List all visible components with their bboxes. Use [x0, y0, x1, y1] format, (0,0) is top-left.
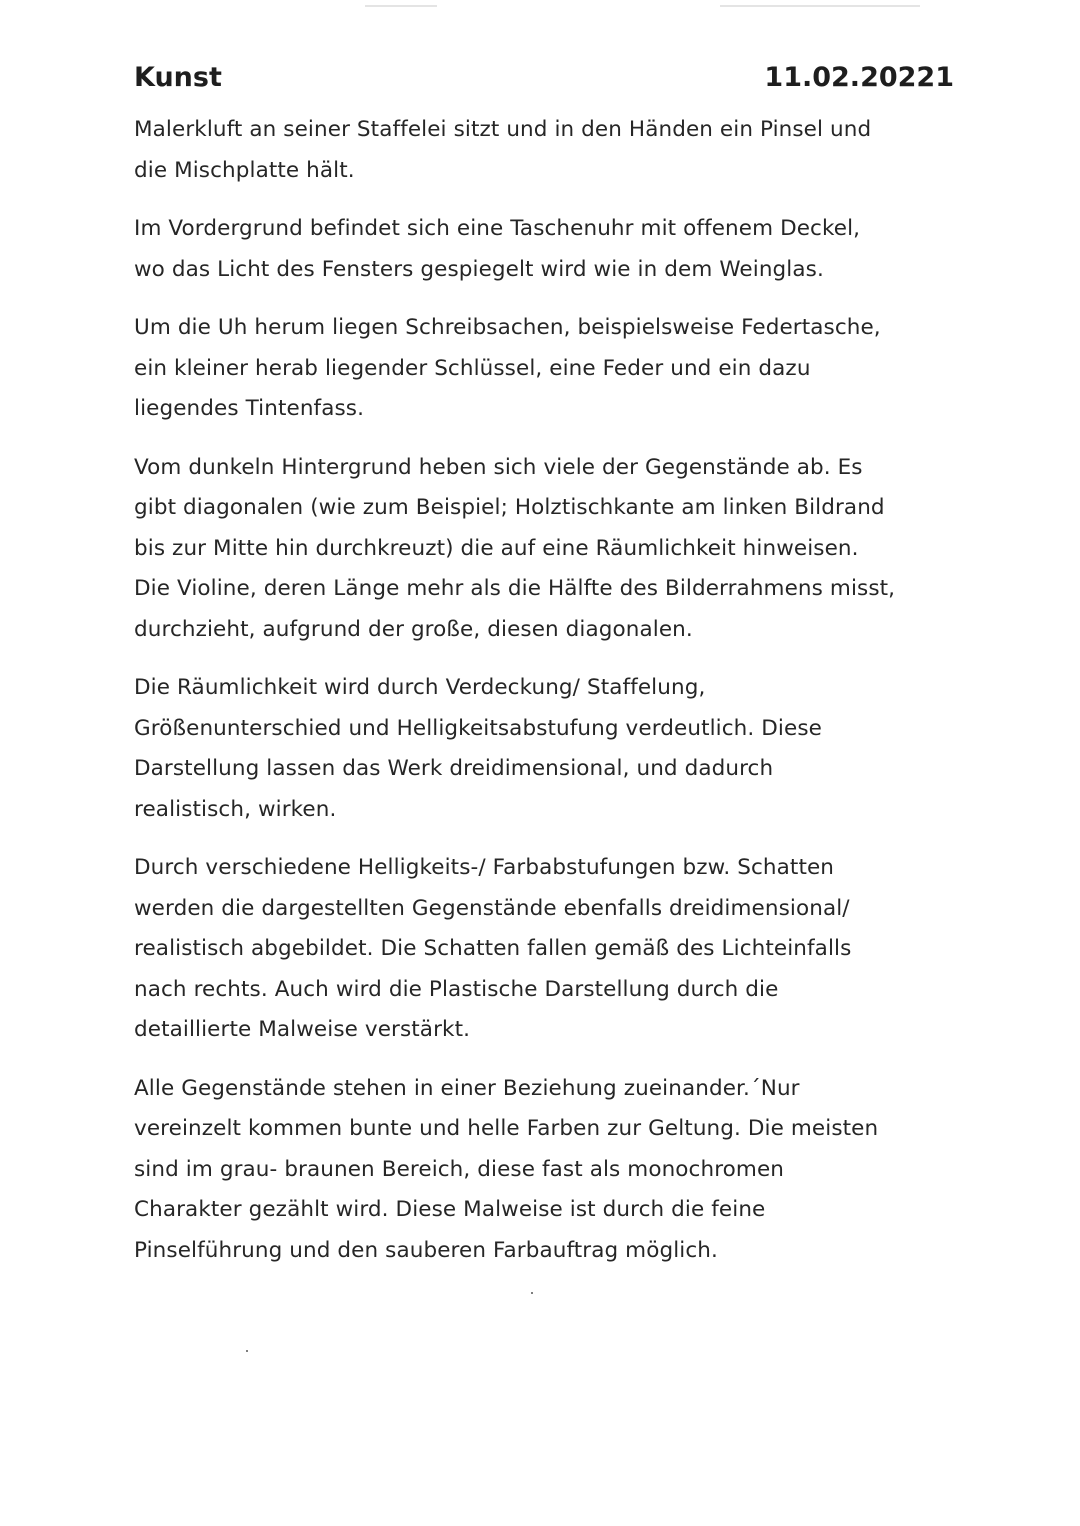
scan-speck [246, 1350, 248, 1352]
text-line: gibt diagonalen (wie zum Beispiel; Holztischkante am linken Bildrand [134, 495, 885, 520]
document-body [134, 110, 954, 1271]
text-line: Im Vordergrund befindet sich eine Taschenuhr mit offenem Deckel, [134, 216, 861, 241]
document-date: 11.02.20221 [764, 62, 954, 93]
paragraph [134, 308, 954, 430]
text-line: Die Räumlichkeit wird durch Verdeckung/ Staffelung, [134, 675, 706, 700]
text-line: liegendes Tintenfass. [134, 396, 365, 421]
text-line: Charakter gezählt wird. Diese Malweise ist durch die feine [134, 1197, 766, 1222]
text-line: Die Violine, deren Länge mehr als die Hälfte des Bilderrahmens misst, [134, 576, 896, 601]
text-line: Malerkluft an seiner Staffelei sitzt und in den Händen ein Pinsel und [134, 117, 872, 142]
paragraph [134, 668, 954, 830]
text-line: Darstellung lassen das Werk dreidimensional, und dadurch [134, 756, 774, 781]
text-line: durchzieht, aufgrund der große, diesen diagonalen. [134, 616, 693, 642]
paragraph [134, 1069, 954, 1272]
text-line: nach rechts. Auch wird die Plastische Darstellung durch die [134, 976, 779, 1002]
document-page [134, 62, 954, 1289]
scan-artifact-line [365, 5, 437, 7]
text-line: realistisch, wirken. [134, 796, 337, 822]
text-line: sind im grau- braunen Bereich, diese fast als monochromen [134, 1156, 785, 1182]
subject-heading: Kunst [134, 62, 222, 93]
text-line: ein kleiner herab liegender Schlüssel, eine Feder und ein dazu [134, 355, 811, 381]
text-line: wo das Licht des Fensters gespiegelt wird wie in dem Weinglas. [134, 256, 824, 282]
text-line: Durch verschiedene Helligkeits-/ Farbabstufungen bzw. Schatten [134, 855, 835, 880]
scan-speck [531, 1292, 533, 1294]
text-line: Alle Gegenstände stehen in einer Beziehung zueinander.´Nur [134, 1075, 800, 1101]
paragraph [134, 848, 954, 1051]
text-line: detaillierte Malweise verstärkt. [134, 1017, 471, 1042]
document-header [134, 62, 954, 110]
text-line: Vom dunkeln Hintergrund heben sich viele der Gegenstände ab. Es [134, 454, 863, 480]
text-line: bis zur Mitte hin durchkreuzt) die auf eine Räumlichkeit hinweisen. [134, 535, 859, 561]
paragraph [134, 209, 954, 290]
text-line: die Mischplatte hält. [134, 157, 355, 183]
text-line: werden die dargestellten Gegenstände ebenfalls dreidimensional/ [134, 895, 850, 921]
text-line: Um die Uh herum liegen Schreibsachen, beispielsweise Federtasche, [134, 315, 881, 340]
paragraph [134, 448, 954, 651]
text-line: Pinselführung und den sauberen Farbauftrag möglich. [134, 1237, 718, 1263]
scan-artifact-line [720, 5, 920, 7]
text-line: vereinzelt kommen bunte und helle Farben zur Geltung. Die meisten [134, 1116, 879, 1141]
paragraph [134, 110, 954, 191]
text-line: Größenunterschied und Helligkeitsabstufung verdeutlich. Diese [134, 715, 822, 741]
text-line: realistisch abgebildet. Die Schatten fallen gemäß des Lichteinfalls [134, 936, 852, 961]
